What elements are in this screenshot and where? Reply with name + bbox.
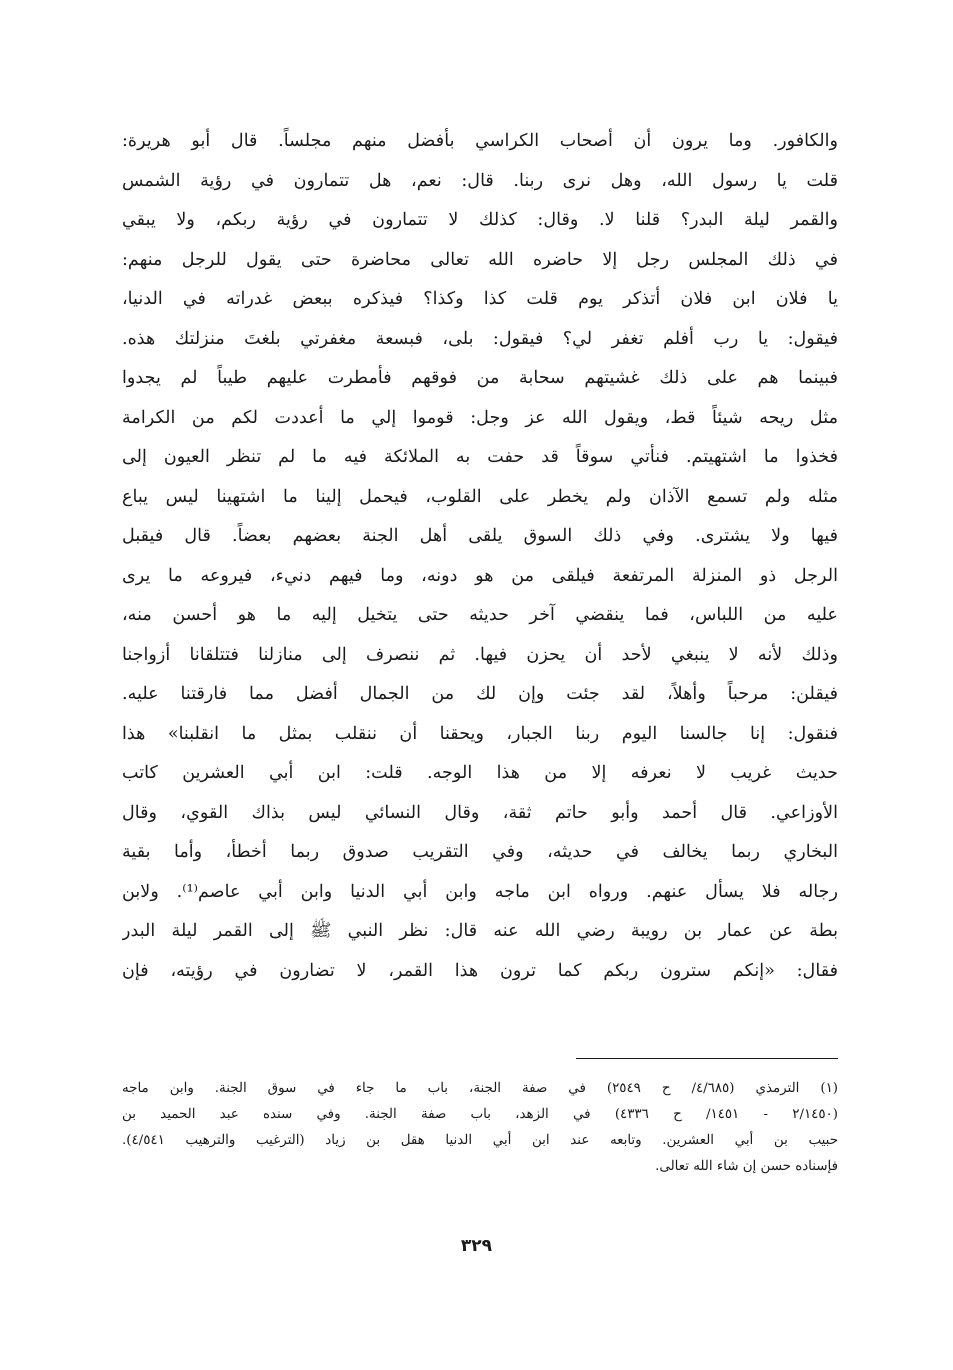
text-line: الرجل ذو المنزلة المرتفعة فيلقى من هو دونه، وما فيهم دنيء، فيروعه ما يرى xyxy=(122,565,838,586)
text-line: فيها ولا يشترى. وفي ذلك السوق يلقى أهل الجنة بعضهم بعضاً. قال فيقبل xyxy=(122,526,838,546)
text-line: فخذوا ما اشتهيتم. فنأتي سوقاً قد حفت به الملائكة فيه ما لم تنظر العيون إلى xyxy=(122,447,838,467)
footnote-line: (١) الترمذي (٤/٦٨٥/ ح ٢٥٤٩) في صفة الجنة، باب ما جاء في سوق الجنة. وابن ماجه xyxy=(122,1081,838,1096)
footnote-divider xyxy=(576,1058,838,1059)
footnote-line: حبيب بن أبي العشرين. وتابعه عند ابن أبي الدنيا هقل بن زياد (الترغيب والترهيب ٤/٥٤١). xyxy=(122,1133,838,1148)
text-line: عليه من اللباس، فما ينقضي آخر حديثه حتى يتخيل إليه ما هو أحسن منه، xyxy=(122,605,838,625)
text-line: يا فلان ابن فلان أتذكر يوم قلت كذا وكذا؟ فيذكره ببعض غدراته في الدنيا، xyxy=(122,289,838,309)
text-line: فنقول: إنا جالسنا اليوم ربنا الجبار، ويحقنا أن ننقلب بمثل ما انقلبنا» هذا xyxy=(122,723,838,744)
text-line: البخاري ربما يخالف في حديثه، وفي التقريب صدوق ربما أخطأ، وأما بقية xyxy=(122,842,838,862)
text-line: مثل ريحه شيئاً قط، ويقول الله عز وجل: قوموا إلي ما أعددت لكم من الكرامة xyxy=(122,407,838,428)
text-line: والكافور. وما يرون أن أصحاب الكراسي بأفضل منهم مجلساً. قال أبو هريرة: xyxy=(122,131,838,151)
footnote-line: فإسناده حسن إن شاء الله تعالى. xyxy=(655,1159,838,1174)
footnote-line: (٢/١٤٥٠ - ١٤٥١/ ح ٤٣٣٦) في الزهد، باب صفة الجنة. وفي سنده عبد الحميد بن xyxy=(122,1107,838,1122)
text-line: الأوزاعي. قال أحمد وأبو حاتم ثقة، وقال النسائي ليس بذاك القوي، وقال xyxy=(122,802,838,823)
text-line: رجاله فلا يسأل عنهم. ورواه ابن ماجه وابن أبي الدنيا وابن أبي عاصم⁽¹⁾. ولابن xyxy=(122,881,838,902)
text-line: مثله ولم تسمع الآذان ولم يخطر على القلوب، فيحمل إلينا ما اشتهينا ليس يباع xyxy=(122,486,838,507)
text-line: حديث غريب لا نعرفه إلا من هذا الوجه. قلت: ابن أبي العشرين كاتب xyxy=(122,763,838,783)
text-line: والقمر ليلة البدر؟ قلنا لا. وقال: كذلك لا تتمارون في رؤية ربكم، ولا يبقي xyxy=(122,210,838,230)
text-line: فقال: «إنكم سترون ربكم كما ترون هذا القمر، لا تضارون في رؤيته، فإن xyxy=(122,960,838,981)
page-number: ٣٢٩ xyxy=(460,1236,493,1256)
text-line: وذلك لأنه لا ينبغي لأحد أن يحزن فيها. ثم ننصرف إلى منازلنا فتتلقانا أزواجنا xyxy=(122,644,838,665)
footnotes xyxy=(122,1076,838,1180)
main-text xyxy=(122,122,838,991)
text-line: في ذلك المجلس رجل إلا حاضره الله تعالى محاضرة حتى يقول للرجل منهم: xyxy=(122,249,838,270)
text-line: قلت يا رسول الله، وهل نرى ربنا. قال: نعم، هل تتمارون في رؤية الشمس xyxy=(122,170,838,191)
text-line: فيقول: يا رب أفلم تغفر لي؟ فيقول: بلى، فبسعة مغفرتي بلغتَ منزلتك هذه. xyxy=(122,328,838,349)
text-line: فبينما هم على ذلك غشيتهم سحابة من فوقهم فأمطرت عليهم طيباً لم يجدوا xyxy=(122,368,838,388)
text-line: بطة عن عمار بن رويبة رضي الله عنه قال: نظر النبي ﷺ إلى القمر ليلة البدر xyxy=(122,921,838,941)
text-line: فيقلن: مرحباً وأهلاً، لقد جئت وإن لك من الجمال أفضل مما فارقتنا عليه. xyxy=(122,684,838,704)
